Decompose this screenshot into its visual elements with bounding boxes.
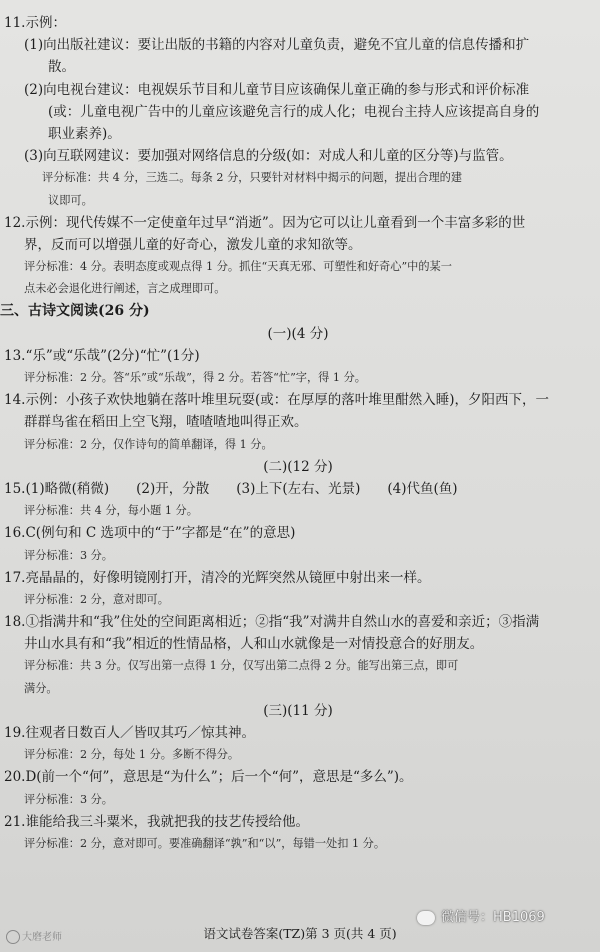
text-line-9: 议即可。 <box>48 193 93 207</box>
text-line-6: 职业素养)。 <box>48 125 121 142</box>
text-line-8: 评分标准：共 4 分，三选二。每条 2 分，只要针对材料中揭示的问题，提出合理的建 <box>42 171 463 185</box>
text-line-28: 18.①指满井和“我”住处的空间距离相近；②指“我”对满井自然山水的喜爱和亲近；③指满 <box>4 614 540 631</box>
text-line-16: 13.“乐”或“乐哉”(2分)“忙”(1分) <box>4 347 200 364</box>
text-line-24: 16.C(例句和 C 选项中的“于”字都是“在”的意思) <box>4 525 296 542</box>
text-line-23: 评分标准：共 4 分，每小题 1 分。 <box>24 504 198 518</box>
text-line-4: (2)向电视台建议：电视娱乐节目和儿童节目应该确保儿童正确的参与形式和评价标准 <box>24 81 530 98</box>
text-line-10: 12.示例：现代传媒不一定使童年过早“消逝”。因为它可以让儿童看到一个丰富多彩的世 <box>4 214 526 231</box>
text-line-31: 满分。 <box>24 681 58 695</box>
text-line-22: 15.(1)略微(稍微) (2)开，分散 (3)上下(左右、光景) (4)代鱼(鱼) <box>4 480 458 497</box>
text-line-35: 20.D(前一个“何”，意思是“为什么”；后一个“何”，意思是“多么”)。 <box>4 769 413 786</box>
text-line-27: 评分标准：2 分，意对即可。 <box>24 592 169 606</box>
text-line-3: 散。 <box>48 59 75 76</box>
text-line-13: 点未必会退化进行阐述，言之成理即可。 <box>24 282 226 296</box>
text-line-19: 群群鸟雀在稻田上空飞翔，喳喳喳地叫得正欢。 <box>24 414 308 431</box>
text-line-20: 评分标准：2 分，仅作诗句的简单翻译，得 1 分。 <box>24 437 273 451</box>
text-line-30: 评分标准：共 3 分。仅写出第一点得 1 分，仅写出第二点得 2 分。能写出第三点，即可 <box>24 659 459 673</box>
text-line-15: (一)(4 分) <box>267 325 329 342</box>
text-line-26: 17.亮晶晶的，好像明镜刚打开，清冷的光辉突然从镜匣中射出来一样。 <box>4 569 431 586</box>
text-line-7: (3)向互联网建议：要加强对网络信息的分级(如：对成人和儿童的区分等)与监管。 <box>24 148 513 165</box>
text-line-14: 三、古诗文阅读(26 分) <box>0 303 150 320</box>
watermark-text: 微信号：HB1069 <box>441 910 545 925</box>
text-line-11: 界，反而可以增强儿童的好奇心，激发儿童的求知欲等。 <box>24 236 362 253</box>
text-line-1: 11.示例： <box>4 15 66 31</box>
text-line-36: 评分标准：3 分。 <box>24 792 113 806</box>
text-line-17: 评分标准：2 分。答“乐”或“乐哉”，得 2 分。若答“忙”字，得 1 分。 <box>24 371 366 384</box>
text-line-5: (或：儿童电视广告中的儿童应该避免言行的成人化；电视台主持人应该提高自身的 <box>48 103 540 120</box>
text-line-12: 评分标准：4 分。表明态度或观点得 1 分。抓住“天真无邪、可塑性和好奇心”中的某一 <box>24 260 452 274</box>
text-line-34: 评分标准：2 分，每处 1 分。多断不得分。 <box>24 748 240 762</box>
text-line-18: 14.示例：小孩子欢快地躺在落叶堆里玩耍(或：在厚厚的落叶堆里酣然入睡)，夕阳西下，一 <box>4 392 550 409</box>
text-line-25: 评分标准：3 分。 <box>24 548 113 562</box>
page-footer: 语文试卷答案(TZ)第 3 页(共 4 页) <box>203 926 397 941</box>
text-line-38: 评分标准：2 分，意对即可。要准确翻译“孰”和“以”，每错一处扣 1 分。 <box>24 836 386 850</box>
text-line-2: (1)向出版社建议：要让出版的书籍的内容对儿童负责，避免不宜儿童的信息传播和扩 <box>24 37 530 54</box>
answer-content <box>0 14 596 857</box>
logo-text: 大磨老师 <box>22 932 62 943</box>
text-line-37: 21.谁能给我三斗粟米，我就把我的技艺传授给他。 <box>4 813 309 830</box>
wechat-watermark <box>417 906 545 928</box>
text-line-32: (三)(11 分) <box>263 702 333 719</box>
wechat-icon <box>417 911 435 925</box>
text-line-29: 井山水具有和“我”相近的性情品格，人和山水就像是一对情投意合的好朋友。 <box>24 636 484 653</box>
text-line-21: (二)(12 分) <box>263 458 333 475</box>
text-line-33: 19.往观者日数百人／皆叹其巧／惊其神。 <box>4 725 255 741</box>
